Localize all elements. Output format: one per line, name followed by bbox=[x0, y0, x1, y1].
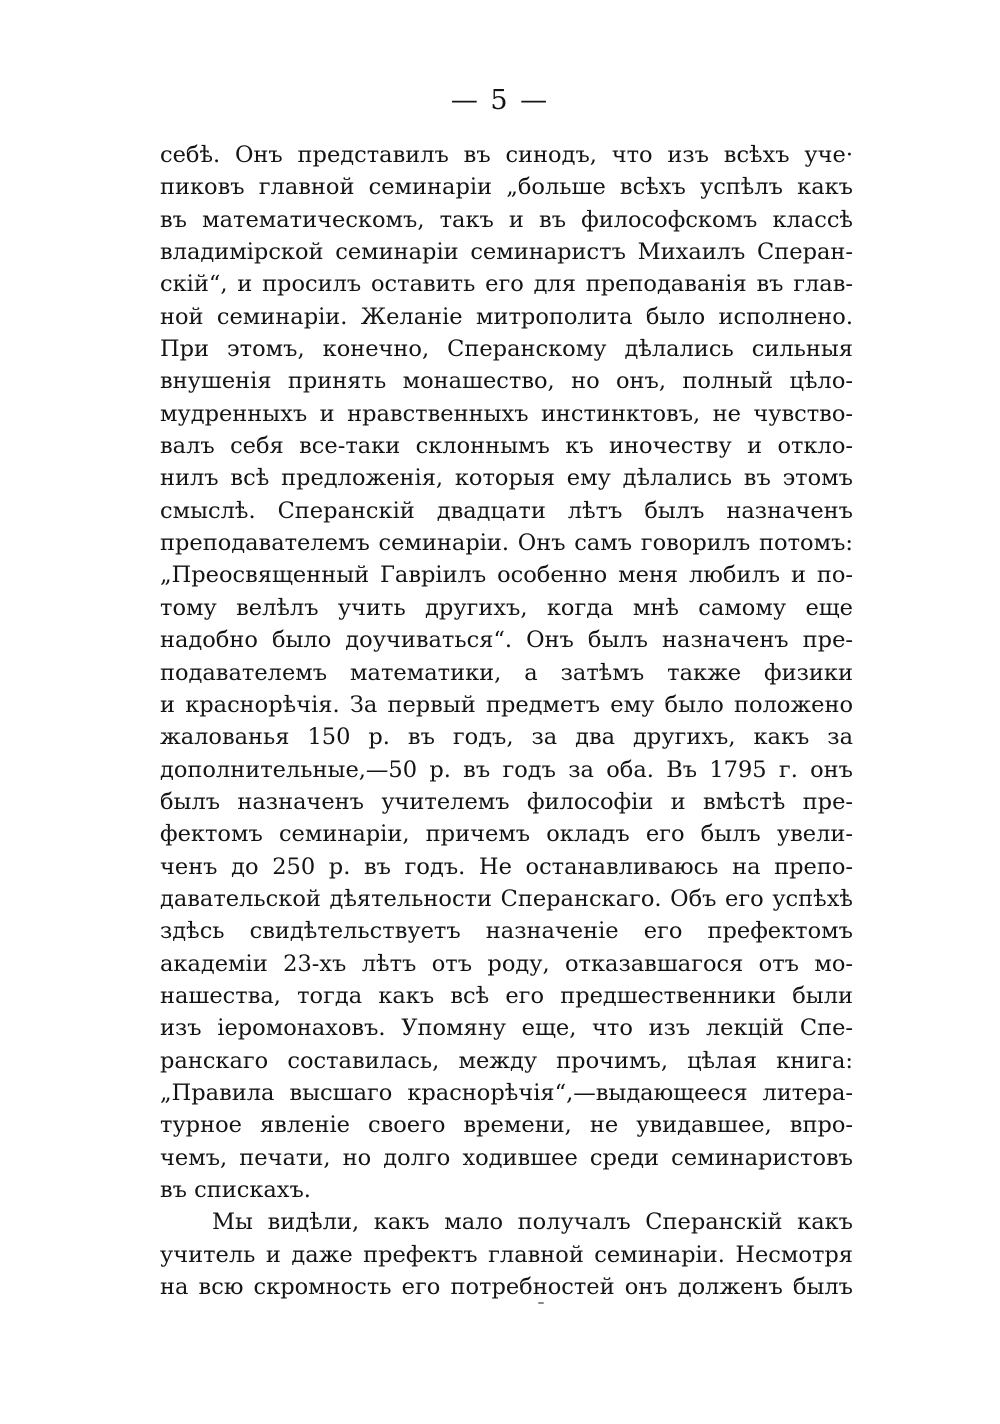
text-line: нилъ всѣ предложенія, которыя ему дѣлались въ этомъ bbox=[160, 465, 853, 492]
text-line: подавателемъ математики, а затѣмъ также физики bbox=[160, 659, 853, 686]
text-line: учитель и даже префектъ главной семинаріи. Несмотря bbox=[160, 1241, 853, 1268]
text-line: надобно было доучиваться“. Онъ былъ назначенъ пре- bbox=[160, 627, 853, 654]
text-line: дополнительные,—50 р. въ годъ за оба. Въ 1795 г. онъ bbox=[160, 756, 853, 783]
text-line: пиковъ главной семинаріи „больше всѣхъ успѣлъ какъ bbox=[160, 174, 853, 201]
text-line: на всю скромность его потребностей онъ долженъ былъ bbox=[160, 1274, 853, 1301]
text-line: нашества, тогда какъ всѣ его предшественники были bbox=[160, 982, 853, 1009]
page-number: — 5 — bbox=[450, 85, 550, 116]
paragraph-1 bbox=[160, 139, 853, 1206]
text-line: владимірской семинаріи семинаристъ Михаилъ Сперан- bbox=[160, 239, 853, 266]
text-line: турное явленіе своего времени, не увидавшее, впро- bbox=[160, 1112, 853, 1139]
text-line: себѣ. Онъ представилъ въ синодъ, что изъ всѣхъ уче· bbox=[160, 142, 853, 168]
text-line: и краснорѣчія. За первый предметъ ему было положено bbox=[160, 691, 853, 718]
text-line: жалованья 150 р. въ годъ, за два другихъ, какъ за bbox=[160, 724, 853, 751]
text-line: былъ назначенъ учителемъ философіи и вмѣстѣ пре- bbox=[160, 788, 853, 815]
text-line: „Правила высшаго краснорѣчія“,—выдающееся литера- bbox=[160, 1079, 853, 1106]
text-line: ранскаго составилась, между прочимъ, цѣлая книга: bbox=[160, 1047, 853, 1074]
text-line: Мы видѣли, какъ мало получалъ Сперанскій какъ bbox=[212, 1209, 853, 1236]
text-line: ной семинаріи. Желаніе митрополита было исполнено. bbox=[160, 303, 853, 330]
text-line: изъ іеромонаховъ. Упомяну еще, что изъ лекцій Спе- bbox=[160, 1015, 853, 1042]
print-speck bbox=[538, 1302, 544, 1304]
text-line: ченъ до 250 р. въ годъ. Не останавливаюсь на препо- bbox=[160, 853, 853, 880]
text-line: тому велѣлъ учить другихъ, когда мнѣ самому еще bbox=[160, 594, 853, 621]
text-line: При этомъ, конечно, Сперанскому дѣлались сильныя bbox=[160, 336, 853, 363]
text-line: академіи 23-хъ лѣтъ отъ роду, отказавшагося отъ мо- bbox=[160, 950, 853, 977]
text-line: „Преосвященный Гавріилъ особенно меня любилъ и по- bbox=[160, 562, 853, 589]
paragraph-2 bbox=[160, 1206, 853, 1303]
text-line: въ спискахъ. bbox=[160, 1177, 311, 1203]
text-line: фектомъ семинаріи, причемъ окладъ его былъ увели- bbox=[160, 821, 853, 848]
text-line: чемъ, печати, но долго ходившее среди семинаристовъ bbox=[160, 1144, 853, 1171]
text-line: давательской дѣятельности Сперанскаго. Объ его успѣхѣ bbox=[160, 885, 853, 912]
body-text bbox=[160, 139, 853, 1303]
text-line: преподавателемъ семинаріи. Онъ самъ говорилъ потомъ: bbox=[160, 530, 853, 557]
text-line: скій“, и просилъ оставить его для преподаванія въ глав- bbox=[160, 271, 853, 298]
text-line: валъ себя все-таки склоннымъ къ иночеству и откло- bbox=[160, 433, 853, 460]
text-line: здѣсь свидѣтельствуетъ назначеніе его префектомъ bbox=[160, 918, 853, 945]
text-line: мудренныхъ и нравственныхъ инстинктовъ, не чувство- bbox=[160, 400, 853, 427]
text-line: внушенія принять монашество, но онъ, полный цѣло- bbox=[160, 368, 853, 395]
text-line: въ математическомъ, такъ и въ философскомъ классѣ bbox=[160, 206, 853, 233]
text-line: смыслѣ. Сперанскій двадцати лѣтъ былъ назначенъ bbox=[160, 497, 853, 524]
